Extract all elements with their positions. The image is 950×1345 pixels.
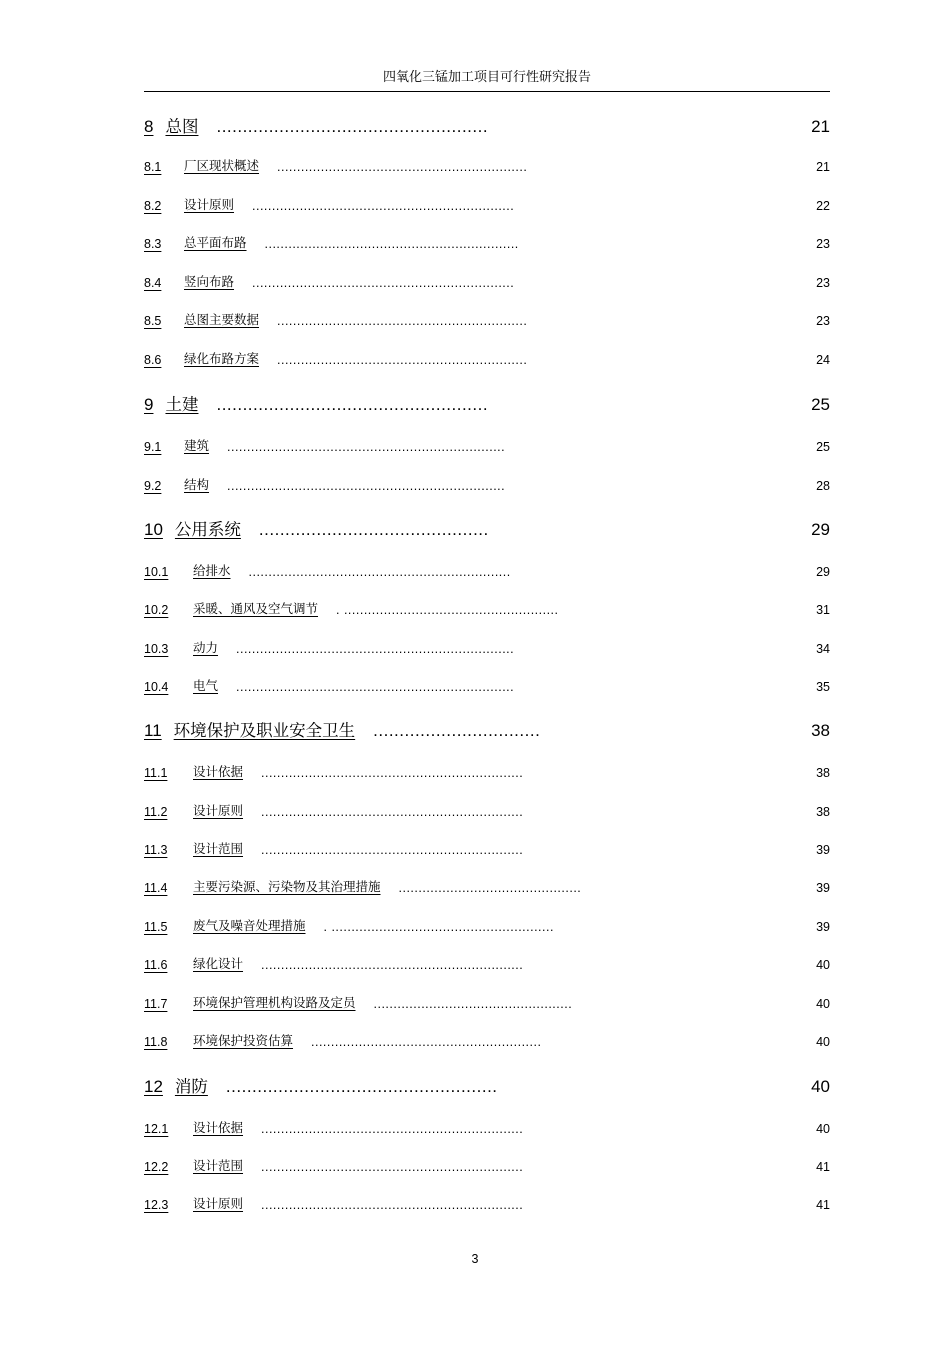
toc-entry-title: 建筑 — [184, 438, 210, 453]
toc-page-number: 25 — [811, 395, 830, 414]
toc-entry-number: 9 — [144, 395, 154, 414]
toc-dot-leader: .................................................................. — [261, 766, 524, 780]
toc-entry-label[interactable] — [144, 1031, 307, 1049]
toc-entry-title: 土建 — [165, 395, 199, 414]
toc-entry-number: 12.2 — [144, 1160, 169, 1174]
toc-entry-number: 8.4 — [144, 276, 162, 290]
toc-entry-title: 绿化设计 — [193, 956, 244, 971]
toc-entry-title: 电气 — [193, 678, 219, 693]
toc-entry-title: 环境保护投资估算 — [193, 1033, 294, 1048]
toc-chapter-entry[interactable] — [144, 717, 830, 741]
toc-page-number: 39 — [816, 920, 830, 934]
toc-page-number: 21 — [816, 160, 830, 174]
toc-section-entry[interactable] — [144, 670, 830, 694]
toc-entry-number: 10.1 — [144, 565, 169, 579]
toc-page-number: 28 — [816, 479, 830, 493]
toc-section-entry[interactable] — [144, 1025, 830, 1049]
toc-entry-title: 设计原则 — [193, 803, 244, 818]
toc-section-entry[interactable] — [144, 304, 830, 328]
toc-entry-number: 11.6 — [144, 958, 168, 972]
toc-page-number: 41 — [816, 1160, 830, 1174]
toc-section-entry[interactable] — [144, 1150, 830, 1174]
toc-page-number: 34 — [816, 642, 830, 656]
toc-entry-label[interactable] — [144, 1073, 222, 1097]
toc-entry-title: 主要污染源、污染物及其治理措施 — [193, 879, 381, 894]
toc-page-number: 23 — [816, 237, 830, 251]
toc-entry-number: 11.4 — [144, 881, 168, 895]
toc-chapter-entry[interactable] — [144, 516, 830, 540]
toc-dot-leader: .............................................. — [398, 881, 582, 895]
toc-entry-label[interactable] — [144, 195, 248, 213]
toc-entry-label[interactable] — [144, 717, 369, 741]
toc-entry-title: 消防 — [174, 1077, 208, 1096]
toc-dot-leader: ............................................................... — [277, 353, 528, 367]
toc-page-number: 40 — [816, 1035, 830, 1049]
running-header — [144, 66, 830, 92]
toc-entry-label[interactable] — [144, 916, 320, 934]
toc-page-number: 38 — [816, 805, 830, 819]
toc-entry-number: 11.1 — [144, 766, 168, 780]
toc-entry-title: 绿化布路方案 — [184, 351, 260, 366]
toc-page-number: 29 — [816, 565, 830, 579]
toc-dot-leader: .................................................................. — [248, 565, 511, 579]
toc-dot-leader: ................................ — [373, 721, 541, 740]
toc-section-entry[interactable] — [144, 150, 830, 174]
toc-entry-number: 8.2 — [144, 199, 162, 213]
toc-page-number: 25 — [816, 440, 830, 454]
toc-chapter-entry[interactable] — [144, 391, 830, 415]
toc-dot-leader: .................................................................. — [261, 1160, 524, 1174]
header-title: 四氧化三锰加工项目可行性研究报告 — [382, 70, 591, 85]
toc-entry-label[interactable] — [144, 349, 273, 367]
toc-entry-title: 总图主要数据 — [184, 312, 260, 327]
toc-dot-leader: .................................................................. — [252, 276, 515, 290]
toc-entry-label[interactable] — [144, 272, 248, 290]
toc-page-number: 39 — [816, 843, 830, 857]
toc-entry-label[interactable] — [144, 1194, 257, 1212]
toc-page-number: 40 — [816, 997, 830, 1011]
toc-section-entry[interactable] — [144, 189, 830, 213]
toc-dot-leader: ...................................................................... — [227, 479, 506, 493]
toc-entry-number: 11 — [144, 721, 162, 740]
toc-entry-title: 总图 — [165, 117, 199, 136]
toc-entry-title: 废气及噪音处理措施 — [193, 918, 306, 933]
toc-entry-label[interactable] — [144, 839, 257, 857]
toc-entry-label[interactable] — [144, 310, 273, 328]
toc-dot-leader: .................................................................. — [261, 1198, 524, 1212]
toc-entry-title: 采暖、通风及空气调节 — [193, 601, 319, 616]
toc-entry-label[interactable] — [144, 516, 255, 540]
toc-entry-label[interactable] — [144, 1118, 257, 1136]
toc-page-number: 40 — [816, 1122, 830, 1136]
toc-entry-title: 设计依据 — [193, 1120, 244, 1135]
toc-entry-number: 10.2 — [144, 603, 169, 617]
toc-entry-label[interactable] — [144, 436, 223, 454]
toc-dot-leader: .................................................................. — [261, 958, 524, 972]
toc-entry-number: 9.1 — [144, 440, 162, 454]
toc-dot-leader: .................................................... — [216, 117, 489, 136]
toc-dot-leader: . ........................................................ — [323, 920, 554, 934]
toc-dot-leader: .................................................................. — [261, 1122, 524, 1136]
toc-entry-title: 设计原则 — [193, 1196, 244, 1211]
toc-entry-title: 设计范围 — [193, 1158, 244, 1173]
toc-entry-number: 12.3 — [144, 1198, 169, 1212]
toc-entry-label[interactable] — [144, 638, 232, 656]
toc-entry-title: 公用系统 — [174, 520, 241, 539]
toc-page-number: 29 — [811, 520, 830, 539]
toc-dot-leader: .................................................................. — [261, 805, 524, 819]
toc-entry-label[interactable] — [144, 954, 257, 972]
toc-entry-label[interactable] — [144, 801, 257, 819]
toc-entry-number: 11.2 — [144, 805, 168, 819]
toc-entry-label[interactable] — [144, 877, 395, 895]
toc-entry-title: 设计依据 — [193, 764, 244, 779]
toc-entry-label[interactable] — [144, 993, 370, 1011]
toc-entry-title: 结构 — [184, 477, 210, 492]
toc-entry-title: 环境保护及职业安全卫生 — [173, 721, 356, 740]
toc-dot-leader: .................................................................. — [252, 199, 515, 213]
toc-page-number: 23 — [816, 314, 830, 328]
toc-entry-number: 8 — [144, 117, 154, 136]
toc-entry-number: 8.1 — [144, 160, 162, 174]
toc-section-entry[interactable] — [144, 1188, 830, 1212]
toc-page-number: 38 — [811, 721, 830, 740]
toc-section-entry[interactable] — [144, 266, 830, 290]
toc-entry-label[interactable] — [144, 1156, 257, 1174]
toc-dot-leader: .................................................... — [216, 395, 489, 414]
toc-section-entry[interactable] — [144, 871, 830, 895]
toc-page-number: 38 — [816, 766, 830, 780]
toc-entry-label[interactable] — [144, 561, 245, 579]
toc-page-number: 40 — [816, 958, 830, 972]
toc-entry-label[interactable] — [144, 762, 257, 780]
toc-dot-leader: .................................................. — [373, 997, 573, 1011]
toc-section-entry[interactable] — [144, 632, 830, 656]
toc-entry-label[interactable] — [144, 233, 261, 251]
toc-entry-label[interactable] — [144, 113, 212, 137]
toc-entry-number: 8.5 — [144, 314, 162, 328]
toc-entry-label[interactable] — [144, 599, 332, 617]
toc-entry-number: 12.1 — [144, 1122, 169, 1136]
toc-entry-title: 环境保护管理机构设路及定员 — [193, 995, 356, 1010]
page-number: 3 — [471, 1252, 479, 1266]
toc-entry-title: 给排水 — [193, 563, 231, 578]
toc-entry-number: 10.4 — [144, 680, 169, 694]
toc-page-number: 39 — [816, 881, 830, 895]
toc-page-number: 21 — [811, 117, 830, 136]
toc-entry-label[interactable] — [144, 475, 223, 493]
toc-dot-leader: ............................................................... — [277, 160, 528, 174]
toc-section-entry[interactable] — [144, 833, 830, 857]
toc-entry-title: 竖向布路 — [184, 274, 235, 289]
toc-entry-title: 总平面布路 — [184, 235, 247, 250]
toc-entry-number: 11.5 — [144, 920, 168, 934]
toc-entry-label[interactable] — [144, 391, 212, 415]
toc-section-entry[interactable] — [144, 1112, 830, 1136]
toc-dot-leader: .................................................................. — [261, 843, 524, 857]
toc-entry-number: 10.3 — [144, 642, 169, 656]
toc-chapter-entry[interactable] — [144, 113, 830, 137]
toc-section-entry[interactable] — [144, 430, 830, 454]
toc-entry-number: 12 — [144, 1077, 163, 1096]
toc-entry-number: 11.8 — [144, 1035, 168, 1049]
toc-dot-leader: ...................................................................... — [236, 642, 515, 656]
toc-section-entry[interactable] — [144, 948, 830, 972]
toc-section-entry[interactable] — [144, 593, 830, 617]
toc-section-entry[interactable] — [144, 227, 830, 251]
toc-entry-title: 动力 — [193, 640, 219, 655]
toc-chapter-entry[interactable] — [144, 1073, 830, 1097]
toc-entry-label[interactable] — [144, 156, 273, 174]
toc-page-number: 22 — [816, 199, 830, 213]
toc-page-number: 41 — [816, 1198, 830, 1212]
toc-section-entry[interactable] — [144, 756, 830, 780]
toc-section-entry[interactable] — [144, 343, 830, 367]
toc-section-entry[interactable] — [144, 987, 830, 1011]
toc-entry-label[interactable] — [144, 676, 232, 694]
toc-entry-title: 设计原则 — [184, 197, 235, 212]
toc-page-number: 35 — [816, 680, 830, 694]
toc-section-entry[interactable] — [144, 910, 830, 934]
toc-section-entry[interactable] — [144, 555, 830, 579]
toc-entry-number: 11.7 — [144, 997, 168, 1011]
toc-dot-leader: ...................................................................... — [236, 680, 515, 694]
toc-section-entry[interactable] — [144, 795, 830, 819]
toc-entry-number: 8.3 — [144, 237, 162, 251]
toc-entry-number: 8.6 — [144, 353, 162, 367]
toc-dot-leader: .................................................... — [225, 1077, 498, 1096]
toc-entry-number: 11.3 — [144, 843, 168, 857]
toc-entry-number: 9.2 — [144, 479, 162, 493]
toc-entry-title: 厂区现状概述 — [184, 158, 260, 173]
toc-entry-number: 10 — [144, 520, 163, 539]
toc-page-number: 23 — [816, 276, 830, 290]
toc-page-number: 40 — [811, 1077, 830, 1096]
toc-dot-leader: ............................................ — [258, 520, 489, 539]
toc-dot-leader: ............................................................... — [277, 314, 528, 328]
toc-section-entry[interactable] — [144, 469, 830, 493]
toc-dot-leader: ...................................................................... — [227, 440, 506, 454]
toc-dot-leader: ................................................................ — [264, 237, 519, 251]
toc-page-number: 24 — [816, 353, 830, 367]
toc-page-number: 31 — [816, 603, 830, 617]
toc-entry-title: 设计范围 — [193, 841, 244, 856]
toc-dot-leader: . ...................................................... — [336, 603, 559, 617]
toc-dot-leader: .......................................................... — [311, 1035, 542, 1049]
